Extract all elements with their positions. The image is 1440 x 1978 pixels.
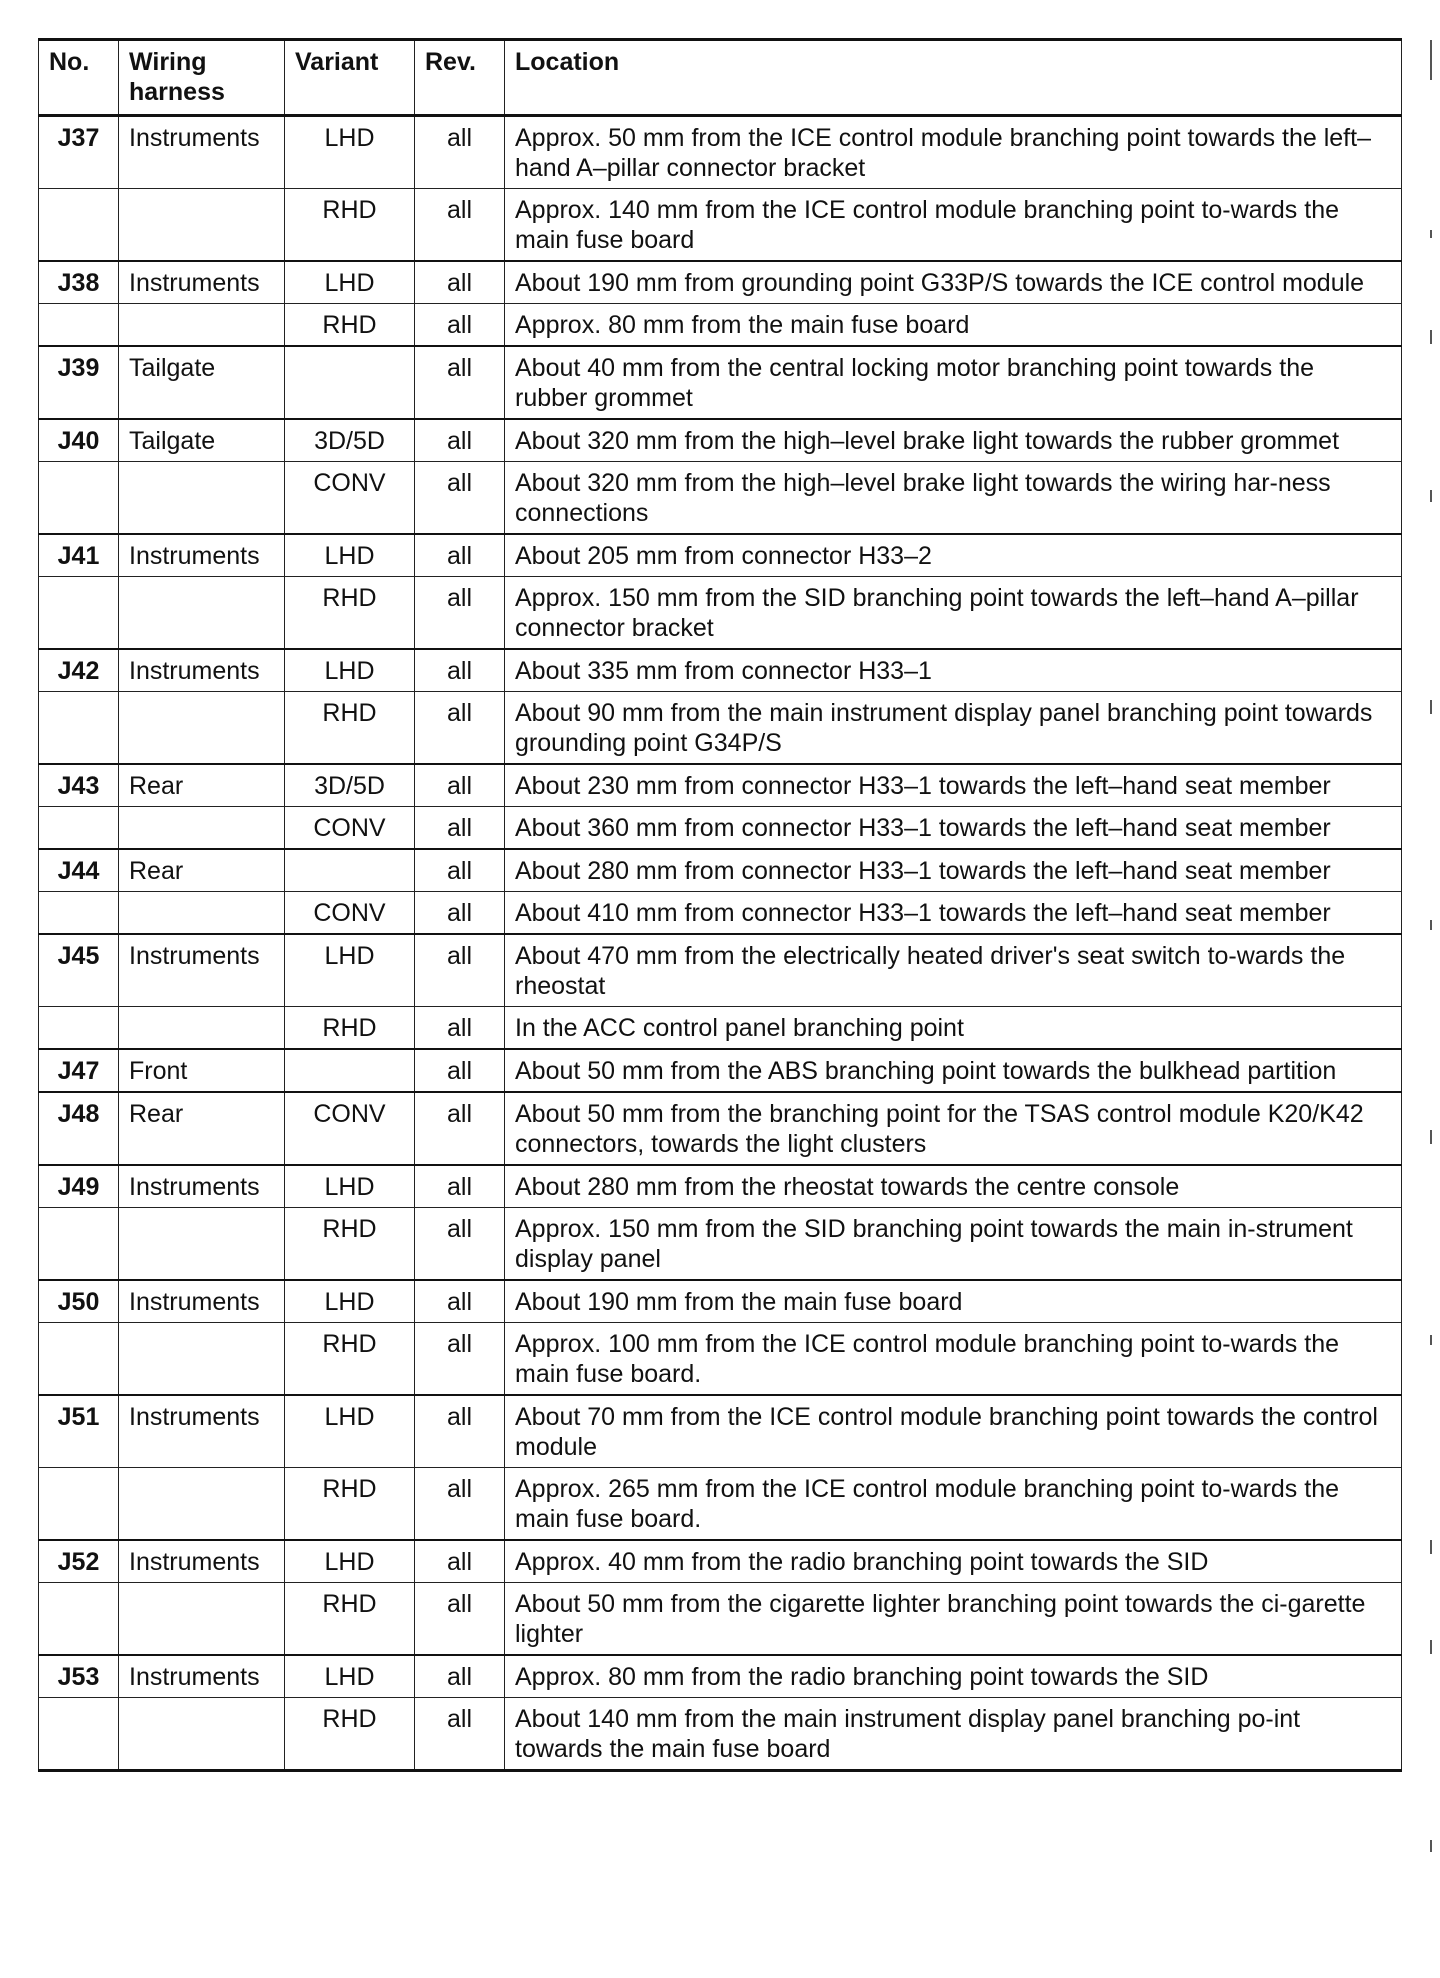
scan-mark — [1430, 1640, 1432, 1654]
column-header-variant: Variant — [285, 40, 415, 116]
cell-harness: Instruments — [119, 1540, 285, 1583]
cell-rev: all — [415, 1323, 505, 1396]
cell-variant: 3D/5D — [285, 764, 415, 807]
cell-no: J38 — [39, 261, 119, 304]
scan-mark — [1430, 40, 1432, 80]
table-row — [39, 849, 1402, 892]
cell-harness — [119, 1208, 285, 1281]
scan-edge-marks — [1426, 0, 1436, 1978]
cell-harness: Instruments — [119, 261, 285, 304]
cell-rev: all — [415, 304, 505, 347]
table-row — [39, 577, 1402, 650]
cell-rev: all — [415, 261, 505, 304]
cell-variant — [285, 849, 415, 892]
column-header-harness: Wiring harness — [119, 40, 285, 116]
cell-variant: CONV — [285, 1092, 415, 1165]
cell-variant: RHD — [285, 1323, 415, 1396]
cell-harness: Front — [119, 1049, 285, 1092]
cell-rev: all — [415, 1395, 505, 1468]
cell-rev: all — [415, 1165, 505, 1208]
cell-harness: Instruments — [119, 1395, 285, 1468]
cell-variant: RHD — [285, 577, 415, 650]
table-row — [39, 1049, 1402, 1092]
table-row — [39, 1208, 1402, 1281]
junction-location-table — [38, 38, 1402, 1772]
cell-location: In the ACC control panel branching point — [505, 1007, 1402, 1050]
cell-location: Approx. 80 mm from the radio branching point towards the SID — [505, 1655, 1402, 1698]
cell-no — [39, 692, 119, 765]
cell-no: J37 — [39, 116, 119, 189]
cell-variant: LHD — [285, 1540, 415, 1583]
cell-no: J44 — [39, 849, 119, 892]
cell-rev: all — [415, 1208, 505, 1281]
cell-variant: LHD — [285, 116, 415, 189]
cell-location: Approx. 50 mm from the ICE control module branching point towards the left–hand A–pillar connector bracket — [505, 116, 1402, 189]
cell-variant: LHD — [285, 1280, 415, 1323]
cell-harness: Instruments — [119, 116, 285, 189]
cell-harness — [119, 1698, 285, 1771]
cell-rev: all — [415, 1540, 505, 1583]
cell-rev: all — [415, 892, 505, 935]
table-row — [39, 116, 1402, 189]
table-row — [39, 1655, 1402, 1698]
cell-variant: LHD — [285, 261, 415, 304]
scan-mark — [1430, 230, 1432, 238]
cell-harness — [119, 1583, 285, 1656]
cell-rev: all — [415, 1092, 505, 1165]
table-row — [39, 1583, 1402, 1656]
cell-harness: Instruments — [119, 1165, 285, 1208]
table-row — [39, 892, 1402, 935]
cell-harness: Instruments — [119, 534, 285, 577]
cell-variant — [285, 346, 415, 419]
cell-location: About 230 mm from connector H33–1 towards the left–hand seat member — [505, 764, 1402, 807]
cell-variant: RHD — [285, 1583, 415, 1656]
cell-no: J41 — [39, 534, 119, 577]
table-row — [39, 261, 1402, 304]
cell-location: About 280 mm from connector H33–1 towards the left–hand seat member — [505, 849, 1402, 892]
cell-rev: all — [415, 189, 505, 262]
cell-no: J43 — [39, 764, 119, 807]
cell-variant: RHD — [285, 692, 415, 765]
cell-harness — [119, 892, 285, 935]
cell-no: J47 — [39, 1049, 119, 1092]
cell-harness — [119, 807, 285, 850]
cell-variant: LHD — [285, 1655, 415, 1698]
scan-mark — [1430, 330, 1432, 344]
cell-variant: RHD — [285, 1208, 415, 1281]
cell-rev: all — [415, 1468, 505, 1541]
cell-variant: CONV — [285, 462, 415, 535]
cell-no: J52 — [39, 1540, 119, 1583]
cell-variant: RHD — [285, 1698, 415, 1771]
cell-no — [39, 189, 119, 262]
cell-no — [39, 462, 119, 535]
table-row — [39, 1395, 1402, 1468]
cell-rev: all — [415, 1007, 505, 1050]
cell-harness: Tailgate — [119, 419, 285, 462]
cell-location: About 410 mm from connector H33–1 towards the left–hand seat member — [505, 892, 1402, 935]
cell-variant: CONV — [285, 892, 415, 935]
cell-location: Approx. 265 mm from the ICE control module branching point to-wards the main fuse board. — [505, 1468, 1402, 1541]
cell-rev: all — [415, 1698, 505, 1771]
cell-rev: all — [415, 419, 505, 462]
cell-variant: 3D/5D — [285, 419, 415, 462]
cell-harness — [119, 577, 285, 650]
cell-no — [39, 1583, 119, 1656]
cell-variant: LHD — [285, 934, 415, 1007]
cell-location: About 335 mm from connector H33–1 — [505, 649, 1402, 692]
table-row — [39, 1698, 1402, 1771]
cell-no — [39, 807, 119, 850]
scan-mark — [1430, 1335, 1432, 1345]
cell-location: About 190 mm from grounding point G33P/S towards the ICE control module — [505, 261, 1402, 304]
table-row — [39, 189, 1402, 262]
cell-harness: Rear — [119, 764, 285, 807]
table-row — [39, 649, 1402, 692]
cell-no: J39 — [39, 346, 119, 419]
scan-mark — [1430, 700, 1432, 714]
table-row — [39, 1323, 1402, 1396]
cell-no: J53 — [39, 1655, 119, 1698]
cell-location: About 205 mm from connector H33–2 — [505, 534, 1402, 577]
table-row — [39, 534, 1402, 577]
cell-rev: all — [415, 849, 505, 892]
cell-no — [39, 1208, 119, 1281]
cell-harness: Rear — [119, 849, 285, 892]
cell-location: Approx. 40 mm from the radio branching point towards the SID — [505, 1540, 1402, 1583]
table-row — [39, 692, 1402, 765]
cell-harness — [119, 189, 285, 262]
table-body — [39, 116, 1402, 1771]
scan-mark — [1430, 1130, 1432, 1144]
cell-location: Approx. 150 mm from the SID branching point towards the main in-strument display panel — [505, 1208, 1402, 1281]
cell-no: J51 — [39, 1395, 119, 1468]
table-header-row — [39, 40, 1402, 116]
cell-harness: Tailgate — [119, 346, 285, 419]
scan-mark — [1430, 490, 1432, 502]
cell-variant: LHD — [285, 534, 415, 577]
cell-no: J45 — [39, 934, 119, 1007]
cell-rev: all — [415, 649, 505, 692]
cell-rev: all — [415, 692, 505, 765]
cell-harness — [119, 1323, 285, 1396]
cell-location: Approx. 140 mm from the ICE control module branching point to-wards the main fuse board — [505, 189, 1402, 262]
cell-no: J40 — [39, 419, 119, 462]
cell-no: J42 — [39, 649, 119, 692]
cell-location: About 50 mm from the ABS branching point towards the bulkhead partition — [505, 1049, 1402, 1092]
cell-variant: RHD — [285, 1007, 415, 1050]
cell-variant: RHD — [285, 189, 415, 262]
cell-no: J48 — [39, 1092, 119, 1165]
scan-mark — [1430, 1540, 1432, 1554]
cell-no — [39, 577, 119, 650]
table-row — [39, 764, 1402, 807]
cell-harness: Instruments — [119, 1280, 285, 1323]
table-row — [39, 1165, 1402, 1208]
cell-harness: Rear — [119, 1092, 285, 1165]
cell-rev: all — [415, 1655, 505, 1698]
table-row — [39, 462, 1402, 535]
cell-location: About 470 mm from the electrically heated driver's seat switch to-wards the rheostat — [505, 934, 1402, 1007]
cell-harness — [119, 692, 285, 765]
cell-variant: LHD — [285, 649, 415, 692]
cell-rev: all — [415, 462, 505, 535]
cell-no: J49 — [39, 1165, 119, 1208]
column-header-location: Location — [505, 40, 1402, 116]
cell-location: About 70 mm from the ICE control module branching point towards the control module — [505, 1395, 1402, 1468]
cell-location: About 40 mm from the central locking motor branching point towards the rubber grommet — [505, 346, 1402, 419]
cell-location: Approx. 150 mm from the SID branching point towards the left–hand A–pillar connector bracket — [505, 577, 1402, 650]
cell-harness: Instruments — [119, 1655, 285, 1698]
cell-harness: Instruments — [119, 649, 285, 692]
cell-no — [39, 304, 119, 347]
table-row — [39, 1540, 1402, 1583]
cell-location: About 90 mm from the main instrument display panel branching point towards grounding point G34P/S — [505, 692, 1402, 765]
table-row — [39, 346, 1402, 419]
table-row — [39, 419, 1402, 462]
cell-rev: all — [415, 1280, 505, 1323]
cell-rev: all — [415, 1583, 505, 1656]
cell-harness: Instruments — [119, 934, 285, 1007]
table-row — [39, 304, 1402, 347]
cell-no — [39, 1323, 119, 1396]
table-row — [39, 1092, 1402, 1165]
table-row — [39, 807, 1402, 850]
table-row — [39, 1007, 1402, 1050]
cell-location: About 140 mm from the main instrument display panel branching po-int towards the main fuse board — [505, 1698, 1402, 1771]
cell-harness — [119, 462, 285, 535]
cell-rev: all — [415, 346, 505, 419]
cell-harness — [119, 304, 285, 347]
cell-harness — [119, 1007, 285, 1050]
cell-no: J50 — [39, 1280, 119, 1323]
cell-harness — [119, 1468, 285, 1541]
cell-rev: all — [415, 807, 505, 850]
cell-variant: CONV — [285, 807, 415, 850]
table-row — [39, 934, 1402, 1007]
cell-rev: all — [415, 577, 505, 650]
cell-location: About 190 mm from the main fuse board — [505, 1280, 1402, 1323]
column-header-no: No. — [39, 40, 119, 116]
cell-location: About 320 mm from the high–level brake light towards the rubber grommet — [505, 419, 1402, 462]
cell-location: About 50 mm from the cigarette lighter branching point towards the ci-garette lighter — [505, 1583, 1402, 1656]
cell-rev: all — [415, 934, 505, 1007]
column-header-rev: Rev. — [415, 40, 505, 116]
cell-rev: all — [415, 1049, 505, 1092]
cell-location: About 360 mm from connector H33–1 towards the left–hand seat member — [505, 807, 1402, 850]
table-row — [39, 1280, 1402, 1323]
cell-variant: RHD — [285, 304, 415, 347]
cell-variant: LHD — [285, 1395, 415, 1468]
cell-rev: all — [415, 534, 505, 577]
cell-variant: RHD — [285, 1468, 415, 1541]
cell-variant — [285, 1049, 415, 1092]
cell-no — [39, 1698, 119, 1771]
cell-location: About 50 mm from the branching point for the TSAS control module K20/K42 connectors, towards the light clusters — [505, 1092, 1402, 1165]
cell-no — [39, 1007, 119, 1050]
scan-mark — [1430, 920, 1432, 930]
table-row — [39, 1468, 1402, 1541]
cell-variant: LHD — [285, 1165, 415, 1208]
cell-no — [39, 1468, 119, 1541]
scan-mark — [1430, 1840, 1432, 1852]
cell-location: About 280 mm from the rheostat towards the centre console — [505, 1165, 1402, 1208]
cell-location: About 320 mm from the high–level brake light towards the wiring har-ness connections — [505, 462, 1402, 535]
document-page — [38, 38, 1401, 1772]
cell-rev: all — [415, 116, 505, 189]
cell-rev: all — [415, 764, 505, 807]
cell-no — [39, 892, 119, 935]
cell-location: Approx. 80 mm from the main fuse board — [505, 304, 1402, 347]
cell-location: Approx. 100 mm from the ICE control module branching point to-wards the main fuse board. — [505, 1323, 1402, 1396]
